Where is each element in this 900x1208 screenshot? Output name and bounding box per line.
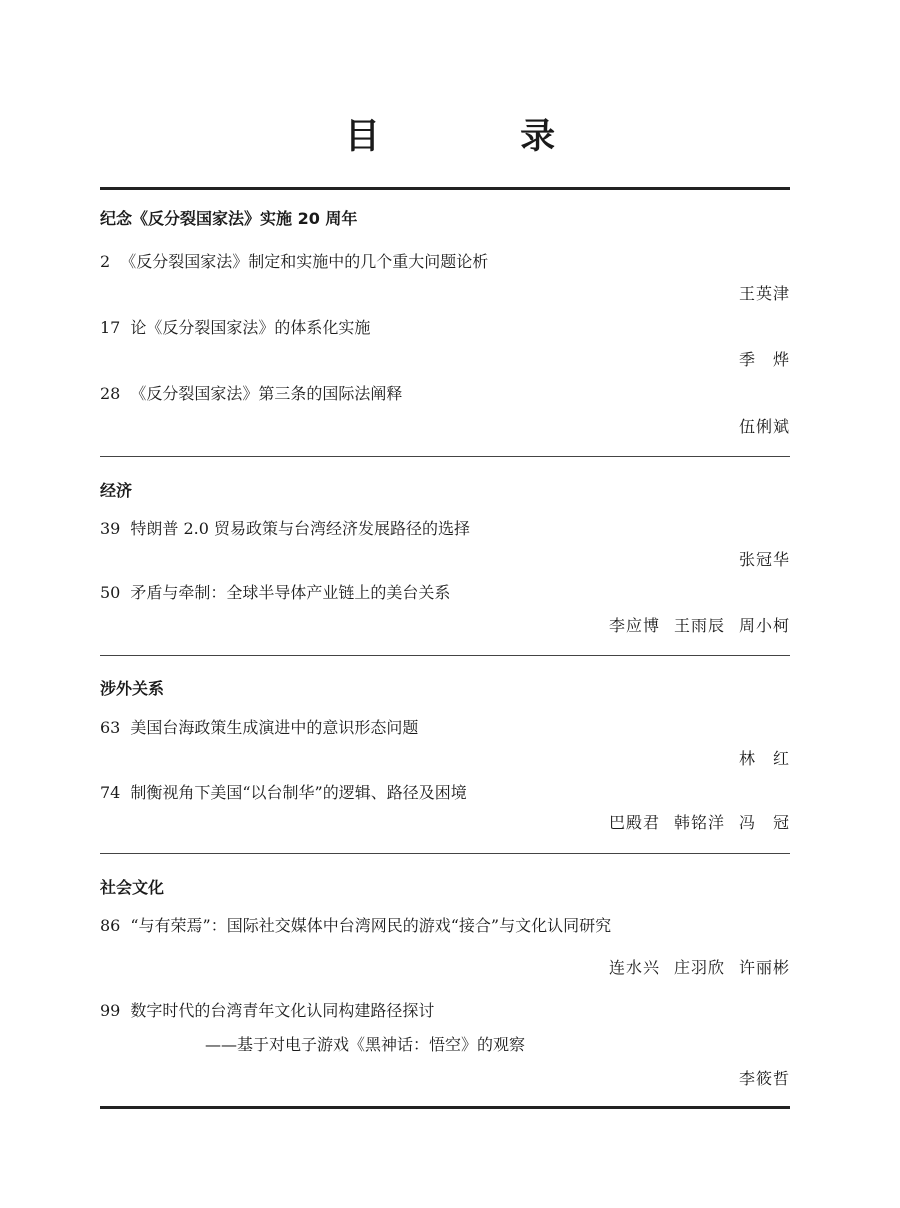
page-title: 目 录	[344, 117, 620, 157]
article-title-line[interactable]	[100, 782, 467, 804]
article-subtitle: ——基于对电子游戏《黑神话：悟空》的观察	[205, 1035, 526, 1054]
bottom-rule	[100, 1106, 790, 1109]
author-name: 张冠华	[738, 550, 790, 569]
author-name: 韩铭洋	[673, 813, 725, 832]
author-name: 伍俐斌	[738, 417, 790, 436]
author-line	[595, 812, 790, 834]
author-name: 连水兴	[608, 958, 660, 977]
author-name: 庄羽欣	[673, 958, 725, 977]
article-title: “与有荣焉”：国际社交媒体中台湾网民的游戏“接合”与文化认同研究	[130, 916, 612, 935]
page-number: 74	[100, 783, 121, 802]
article-title-line[interactable]	[100, 383, 402, 405]
author-line	[595, 615, 790, 637]
article-title: 美国台海政策生成演进中的意识形态问题	[130, 718, 419, 737]
article-title-line[interactable]	[100, 582, 450, 604]
author-name: 李筱哲	[738, 1069, 790, 1088]
page-number: 28	[100, 384, 121, 403]
page-number: 63	[100, 718, 121, 737]
section-title: 社会文化	[100, 878, 165, 897]
article-title: 论《反分裂国家法》的体系化实施	[130, 318, 371, 337]
author-name: 王雨辰	[673, 616, 725, 635]
author-name: 李应博	[608, 616, 660, 635]
section-title: 纪念《反分裂国家法》实施 20 周年	[100, 209, 358, 228]
author-line	[725, 416, 790, 438]
article-title-line[interactable]	[100, 915, 611, 937]
article-title-line[interactable]	[100, 251, 488, 273]
article-title: 《反分裂国家法》第三条的国际法阐释	[130, 384, 403, 403]
article-title: 数字时代的台湾青年文化认同构建路径探讨	[130, 1001, 435, 1020]
page-number: 2	[100, 252, 111, 271]
top-rule	[100, 187, 790, 190]
author-line	[725, 1068, 790, 1090]
article-title-line[interactable]	[100, 317, 370, 339]
section-divider	[100, 655, 790, 656]
section-divider	[100, 853, 790, 854]
article-title: 矛盾与牵制：全球半导体产业链上的美台关系	[130, 583, 451, 602]
section-title: 经济	[100, 481, 133, 500]
article-title: 制衡视角下美国“以台制华”的逻辑、路径及困境	[130, 783, 467, 802]
author-line	[725, 549, 790, 571]
author-line	[595, 957, 790, 979]
author-line	[725, 349, 790, 371]
author-name: 季 烨	[738, 350, 790, 369]
author-line	[725, 283, 790, 305]
article-title: 特朗普 2.0 贸易政策与台湾经济发展路径的选择	[130, 519, 470, 538]
page-number: 17	[100, 318, 121, 337]
section-title: 涉外关系	[100, 679, 165, 698]
page-number: 86	[100, 916, 121, 935]
page-number: 39	[100, 519, 121, 538]
author-name: 许丽彬	[738, 958, 790, 977]
author-name: 巴殿君	[608, 813, 660, 832]
article-title: 《反分裂国家法》制定和实施中的几个重大问题论析	[120, 252, 489, 271]
author-name: 周小柯	[738, 616, 790, 635]
author-line	[725, 748, 790, 770]
section-divider	[100, 456, 790, 457]
article-title-line[interactable]	[100, 717, 418, 739]
author-name: 林 红	[738, 749, 790, 768]
page-number: 99	[100, 1001, 121, 1020]
page-number: 50	[100, 583, 121, 602]
author-name: 冯 冠	[738, 813, 790, 832]
article-title-line[interactable]	[100, 1000, 434, 1022]
article-title-line[interactable]	[100, 518, 470, 540]
author-name: 王英津	[738, 284, 790, 303]
